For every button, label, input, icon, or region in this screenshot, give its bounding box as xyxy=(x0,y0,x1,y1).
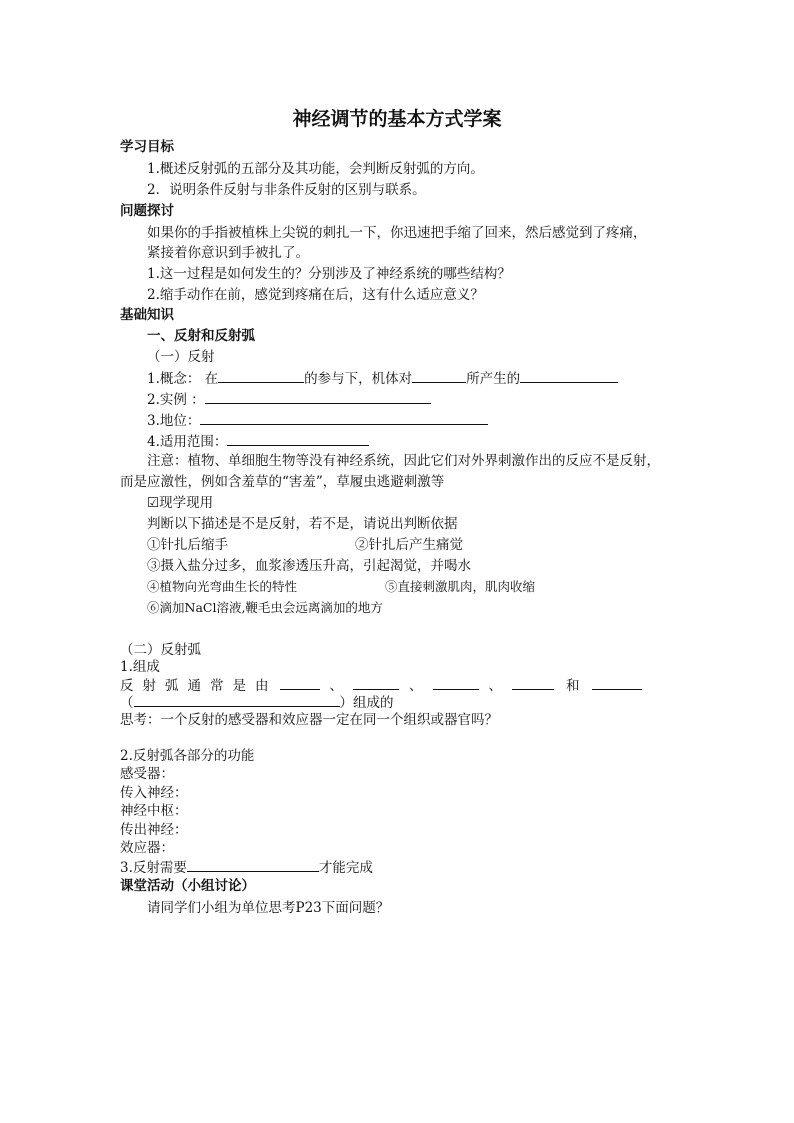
separator-3: 、 xyxy=(488,678,502,694)
compose-blank-2[interactable] xyxy=(353,676,399,690)
subsection-reflex: （一）反射 xyxy=(147,349,215,365)
compose-line-2 xyxy=(120,693,394,712)
part-afferent-nerve: 传入神经： xyxy=(120,785,188,801)
option-2: ②针扎后产生痛觉 xyxy=(355,537,463,553)
compose-label: 1.组成 xyxy=(120,659,160,675)
compose-blank-3[interactable] xyxy=(433,676,479,690)
compose-lead-text: 反射弧通常是由 xyxy=(120,678,278,694)
judge-instruction: 判断以下描述是不是反射，若不是，请说出判断依据 xyxy=(147,516,458,532)
reflex-needs-line xyxy=(120,858,373,877)
inquiry-heading: 问题探讨 xyxy=(120,203,174,219)
goals-heading: 学习目标 xyxy=(120,139,174,155)
concept-blank-3[interactable] xyxy=(520,369,618,383)
page-title: 神经调节的基本方式学案 xyxy=(292,108,502,130)
option-1: ①针扎后缩手 xyxy=(147,537,228,553)
compose-close-text: ）组成的 xyxy=(339,695,394,711)
concept-text-3: 所产生的 xyxy=(466,371,521,387)
status-line xyxy=(147,411,488,430)
needs-label: 3.反射需要 xyxy=(120,860,187,876)
practice-heading: ☑现学现用 xyxy=(147,495,214,511)
option-4: ④植物向光弯曲生长的特性 xyxy=(147,579,298,594)
separator-1: 、 xyxy=(329,678,343,694)
part-nerve-center: 神经中枢： xyxy=(120,803,188,819)
goal-item-2: 2．说明条件反射与非条件反射的区别与联系。 xyxy=(147,182,426,198)
part-efferent-nerve: 传出神经： xyxy=(120,822,188,838)
example-label: 2.实例 ： xyxy=(147,392,205,408)
compose-blank-4[interactable] xyxy=(512,676,554,690)
needs-tail: 才能完成 xyxy=(318,860,373,876)
section-reflex-and-arc: 一、反射和反射弧 xyxy=(147,328,255,344)
and-text: 和 xyxy=(566,678,580,694)
activity-text: 请同学们小组为单位思考P23下面问题？ xyxy=(147,900,390,916)
goal-item-1: 1.概述反射弧的五部分及其功能，会判断反射弧的方向。 xyxy=(147,161,484,177)
inquiry-question-1: 1.这一过程是如何发生的？分别涉及了神经系统的哪些结构？ xyxy=(147,266,511,282)
concept-blank-2[interactable] xyxy=(412,369,466,383)
option-6: ⑥滴加NaCl溶液,鞭毛虫会远离滴加的地方 xyxy=(147,600,383,615)
compose-blank-6[interactable] xyxy=(134,693,340,707)
note-line-1: 注意：植物、单细胞生物等没有神经系统，因此它们对外界刺激作出的反应不是反射， xyxy=(147,453,660,469)
concept-label: 1.概念： 在 xyxy=(147,371,219,387)
inquiry-question-2: 2.缩手动作在前，感觉到疼痛在后，这有什么适应意义？ xyxy=(147,287,484,303)
status-blank[interactable] xyxy=(200,411,488,425)
option-5: ⑤直接刺激肌肉，肌肉收缩 xyxy=(385,579,536,594)
status-label: 3.地位： xyxy=(147,413,201,429)
concept-text-2: 的参与下，机体对 xyxy=(304,371,413,387)
needs-blank[interactable] xyxy=(187,858,319,872)
function-heading: 2.反射弧各部分的功能 xyxy=(120,748,255,764)
basics-heading: 基础知识 xyxy=(120,307,174,323)
note-line-2: 而是应激性，例如含羞草的“害羞”，草履虫逃避刺激等 xyxy=(120,474,445,490)
think-question: 思考：一个反射的感受器和效应器一定在同一个组织或器官吗？ xyxy=(120,712,498,728)
part-receptor: 感受器： xyxy=(120,766,174,782)
example-blank[interactable] xyxy=(205,390,431,404)
open-paren: （ xyxy=(120,695,134,711)
separator-2: 、 xyxy=(409,678,423,694)
scope-blank[interactable] xyxy=(227,432,369,446)
inquiry-paragraph-line-2: 紧接着你意识到手被扎了。 xyxy=(147,245,309,261)
scope-label: 4.适用范围： xyxy=(147,434,228,450)
inquiry-paragraph-line-1: 如果你的手指被植株上尖锐的刺扎一下，你迅速把手缩了回来，然后感觉到了疼痛， xyxy=(147,225,647,241)
option-3: ③摄入盐分过多，血浆渗透压升高，引起渴觉，并喝水 xyxy=(147,558,471,574)
compose-blank-5[interactable] xyxy=(592,676,642,690)
activity-heading: 课堂活动（小组讨论） xyxy=(120,878,255,894)
compose-blank-1[interactable] xyxy=(280,676,320,690)
scope-line xyxy=(147,432,369,451)
subsection-reflex-arc: （二）反射弧 xyxy=(120,642,201,658)
part-effector: 效应器： xyxy=(120,840,174,856)
example-line xyxy=(147,390,431,409)
concept-line xyxy=(147,369,618,388)
concept-blank-1[interactable] xyxy=(218,369,304,383)
